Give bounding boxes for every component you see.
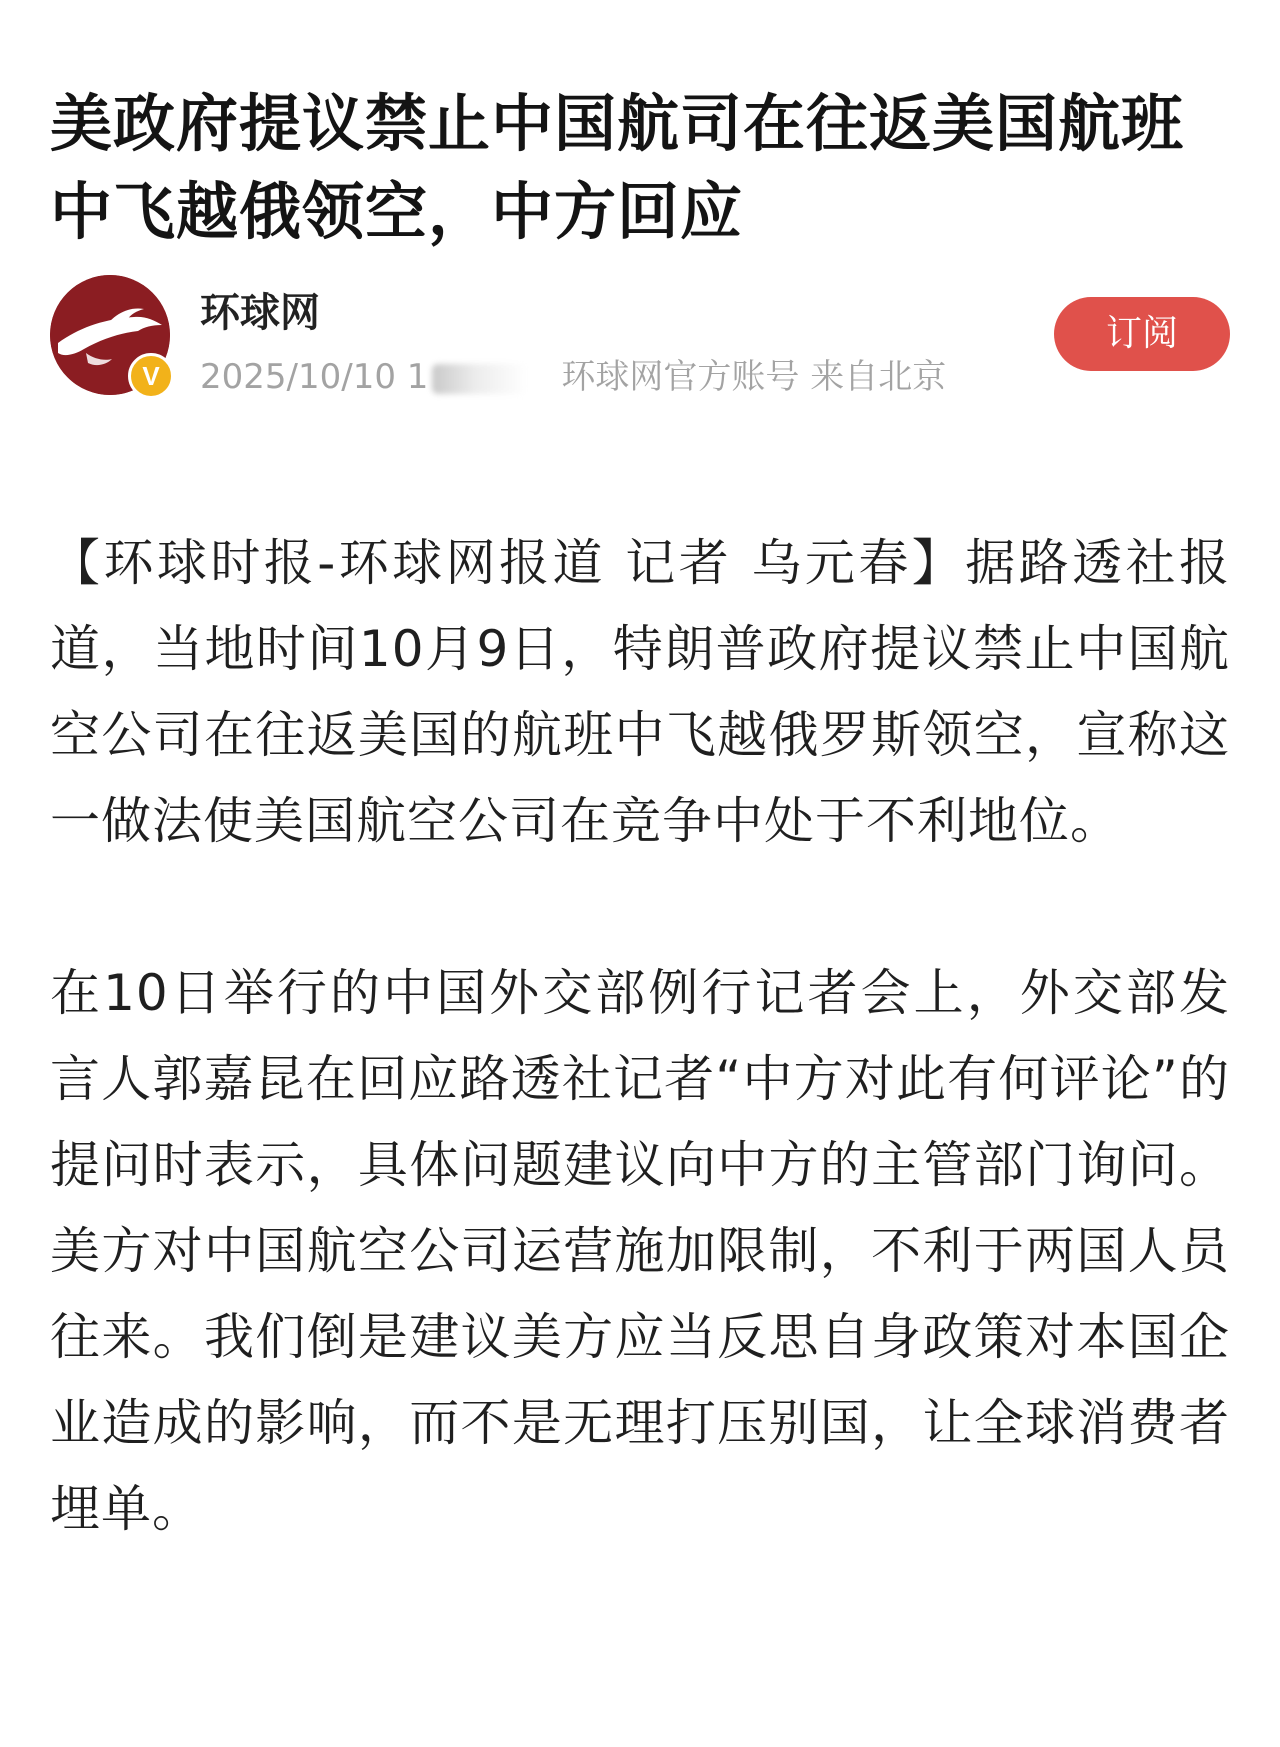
article-title: 美政府提议禁止中国航司在往返美国航班中飞越俄领空，中方回应: [50, 86, 1185, 248]
author-bar: [50, 275, 1230, 405]
paragraph-1: 【环球时报-环球网报道 记者 乌元春】据路透社报道，当地时间10月9日，特朗普政府提议禁止中国航空公司在往返美国的航班中飞越俄罗斯领空，宣称这一做法使美国航空公司在竞争中处于不利地位。: [50, 534, 1230, 850]
verified-badge-icon: V: [128, 353, 174, 399]
publish-date: 2025/10/10 1: [200, 357, 429, 397]
paragraph-2: 在10日举行的中国外交部例行记者会上，外交部发言人郭嘉昆在回应路透社记者“中方对此有何评论”的提问时表示，具体问题建议向中方的主管部门询问。美方对中国航空公司运营施加限制，不利于两国人员往来。我们倒是建议美方应当反思自身政策对本国企业造成的影响，而不是无理打压别国，让全球消费者埋单。: [50, 964, 1230, 1538]
account-info: 环球网官方账号 来自北京: [561, 357, 947, 397]
subscribe-button[interactable]: 订阅: [1054, 297, 1230, 371]
author-meta: [200, 349, 946, 398]
article-body: [50, 520, 1230, 1552]
author-name[interactable]: 环球网: [200, 290, 320, 336]
redacted-time: [432, 364, 527, 394]
